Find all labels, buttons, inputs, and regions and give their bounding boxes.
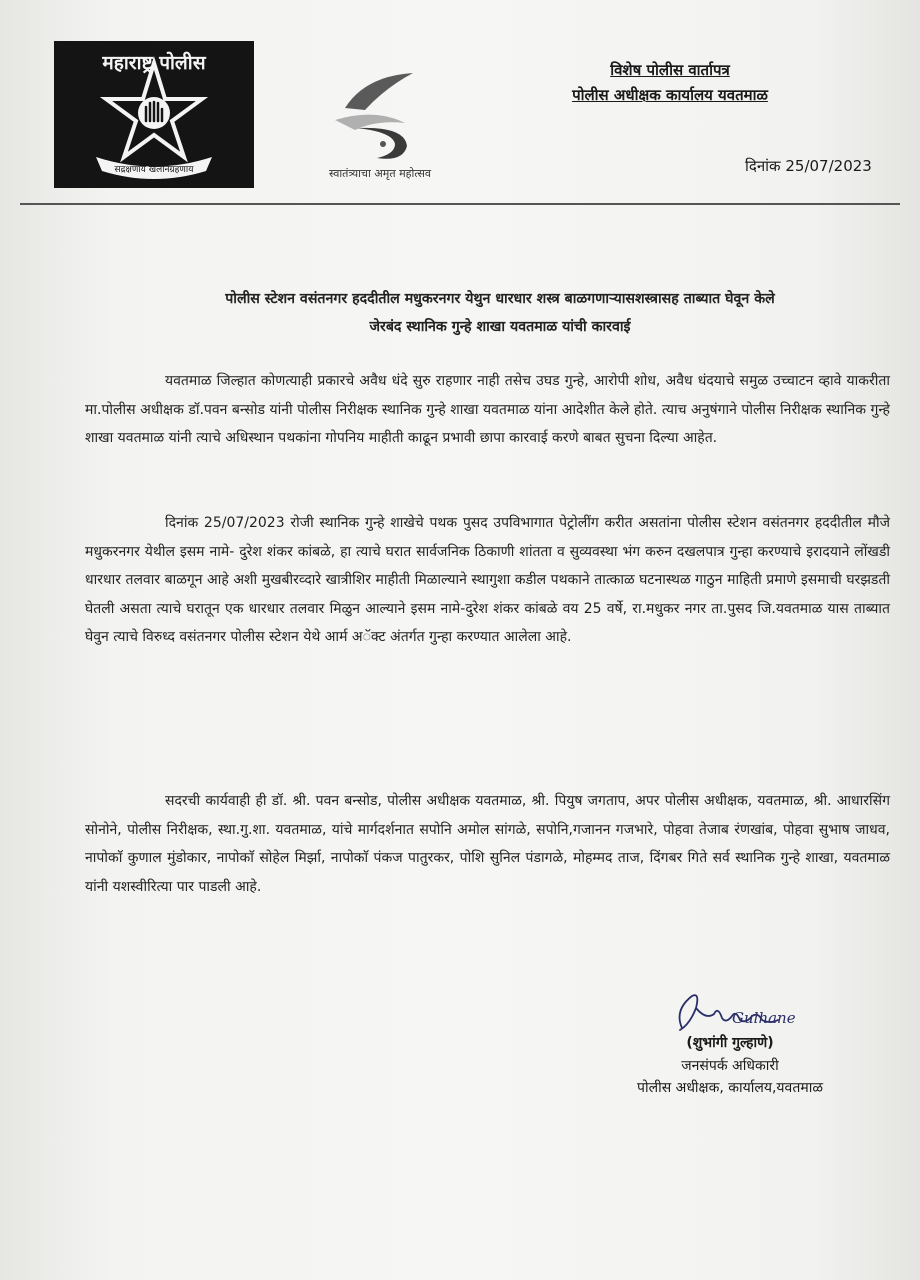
header-divider	[20, 203, 900, 205]
signatory-name: (शुभांगी गुल्हाणे)	[686, 1035, 774, 1051]
date-value: 25/07/2023	[785, 157, 872, 175]
azadi-caption: स्वातंत्र्याचा अमृत महोत्सव	[328, 167, 432, 180]
signatory-office: पोलीस अधीक्षक, कार्यालय,यवतमाळ	[637, 1080, 823, 1096]
heading-line-1: पोलीस स्टेशन वसंतनगर हददीतील मधुकरनगर येथुन धारधार शस्त्र बाळगणाऱ्यासशस्त्रासह ताब्यात घेवून केले	[225, 291, 775, 307]
azadi-amrit-mahotsav-logo	[295, 68, 465, 188]
maharashtra-police-logo	[54, 41, 254, 188]
signatory-designation: जनसंपर्क अधिकारी	[681, 1058, 779, 1074]
handwritten-signature	[662, 990, 802, 1035]
logo-top-text: महाराष्ट्र पोलीस	[102, 52, 206, 74]
header-office-block	[540, 58, 800, 108]
publication-title: विशेष पोलीस वार्तापत्र	[610, 61, 730, 79]
body-paragraph-1: यवतमाळ जिल्हात कोणत्याही प्रकारचे अवैध धंदे सुरु राहणार नाही तसेच उघड गुन्हे, आरोपी शोध, अवैध धंदयाचे समुळ उच्चाटन व्हावे याकरीता मा.पोलीस अधीक्षक डॉ.पवन बन्सोड यांनी पोलीस निरीक्षक स्थानिक गुन्हे शाखा यवतमाळ यांना आदेशीत केले होते. त्याच अनुषंगाने पोलीस निरीक्षक स्थानिक गुन्हे शाखा यवतमाळ यांनी त्याचे अधिस्थान पथकांना गोपनिय माहीती काढून प्रभावी छापा कारवाई करणे बाबत सुचना दिल्या आहेत.	[85, 373, 890, 446]
signature-scribble: Gulhane	[732, 1009, 796, 1027]
flag-swoosh-top	[345, 73, 413, 110]
office-title: पोलीस अधीक्षक कार्यालय यवतमाळ	[572, 86, 768, 104]
release-heading	[110, 285, 890, 341]
chakra-dot	[380, 141, 386, 147]
date-label: दिनांक	[745, 157, 781, 175]
body-paragraph-3: सदरची कार्यवाही ही डॉ. श्री. पवन बन्सोड, पोलीस अधीक्षक यवतमाळ, श्री. पियुष जगताप, अपर पोलीस अधीक्षक, यवतमाळ, श्री. आधारसिंग सोनोने, पोलीस निरीक्षक, स्था.गु.शा. यवतमाळ, यांचे मार्गदर्शनात सपोनि अमोल सांगळे, सपोनि,गजानन गजभारे, पोहवा तेजाब रंणखांब, पोहवा सुभाष जाधव, नापोकाॅ कुणाल मुंडोकार, नापोकाॅ सोहेल मिर्झा, नापोकाॅ पंकज पातुरकर, पोशि सुनिल पंडागळे, मोहम्मद ताज, दिंगबर गिते सर्व स्थानिक गुन्हे शाखा, यवतमाळ यांनी यशस्वीरित्या पार पाडली आहे.	[85, 793, 890, 895]
logo-motto: सद्रक्षणाय खलनिग्रहणाय	[114, 165, 194, 175]
date-line	[745, 156, 872, 176]
heading-line-2: जेरबंद स्थानिक गुन्हे शाखा यवतमाळ यांची कारवाई	[369, 319, 631, 335]
flag-swoosh-middle	[335, 115, 405, 130]
body-paragraph-2: दिनांक 25/07/2023 रोजी स्थानिक गुन्हे शाखेचे पथक पुसद उपविभागात पेट्रोलींग करीत असतांना पोलीस स्टेशन वसंतनगर हददीतील मौजे मधुकरनगर येथील इसम नामे- दुरेश शंकर कांबळे, हा त्याचे घरात सार्वजनिक ठिकाणी शांतता व सुव्यवस्था भंग करुन दखलपात्र गुन्हा करण्याचे इरादयाने लोंखडी धारधार तलवार बाळगून आहे अशी मुखबीरव्दारे खात्रीशिर माहीती मिळाल्याने स्थागुशा कडील पथकाने तात्काळ घटनास्थळ गाठुन माहिती प्रमाणे इसमाची घरझडती घेतली असता त्याचे घरातून एक धारधार तलवार मिळुन आल्याने इसम नामे-दुरेश शंकर कांबळे वय 25 वर्षे, रा.मधुकर नगर ता.पुसद जि.यवतमाळ यास ताब्यात घेवुन त्याचे विरुध्द वसंतनगर पोलीस स्टेशन येथे आर्म अॅक्ट अंतर्गत गुन्हा करण्यात आलेला आहे.	[85, 515, 890, 645]
